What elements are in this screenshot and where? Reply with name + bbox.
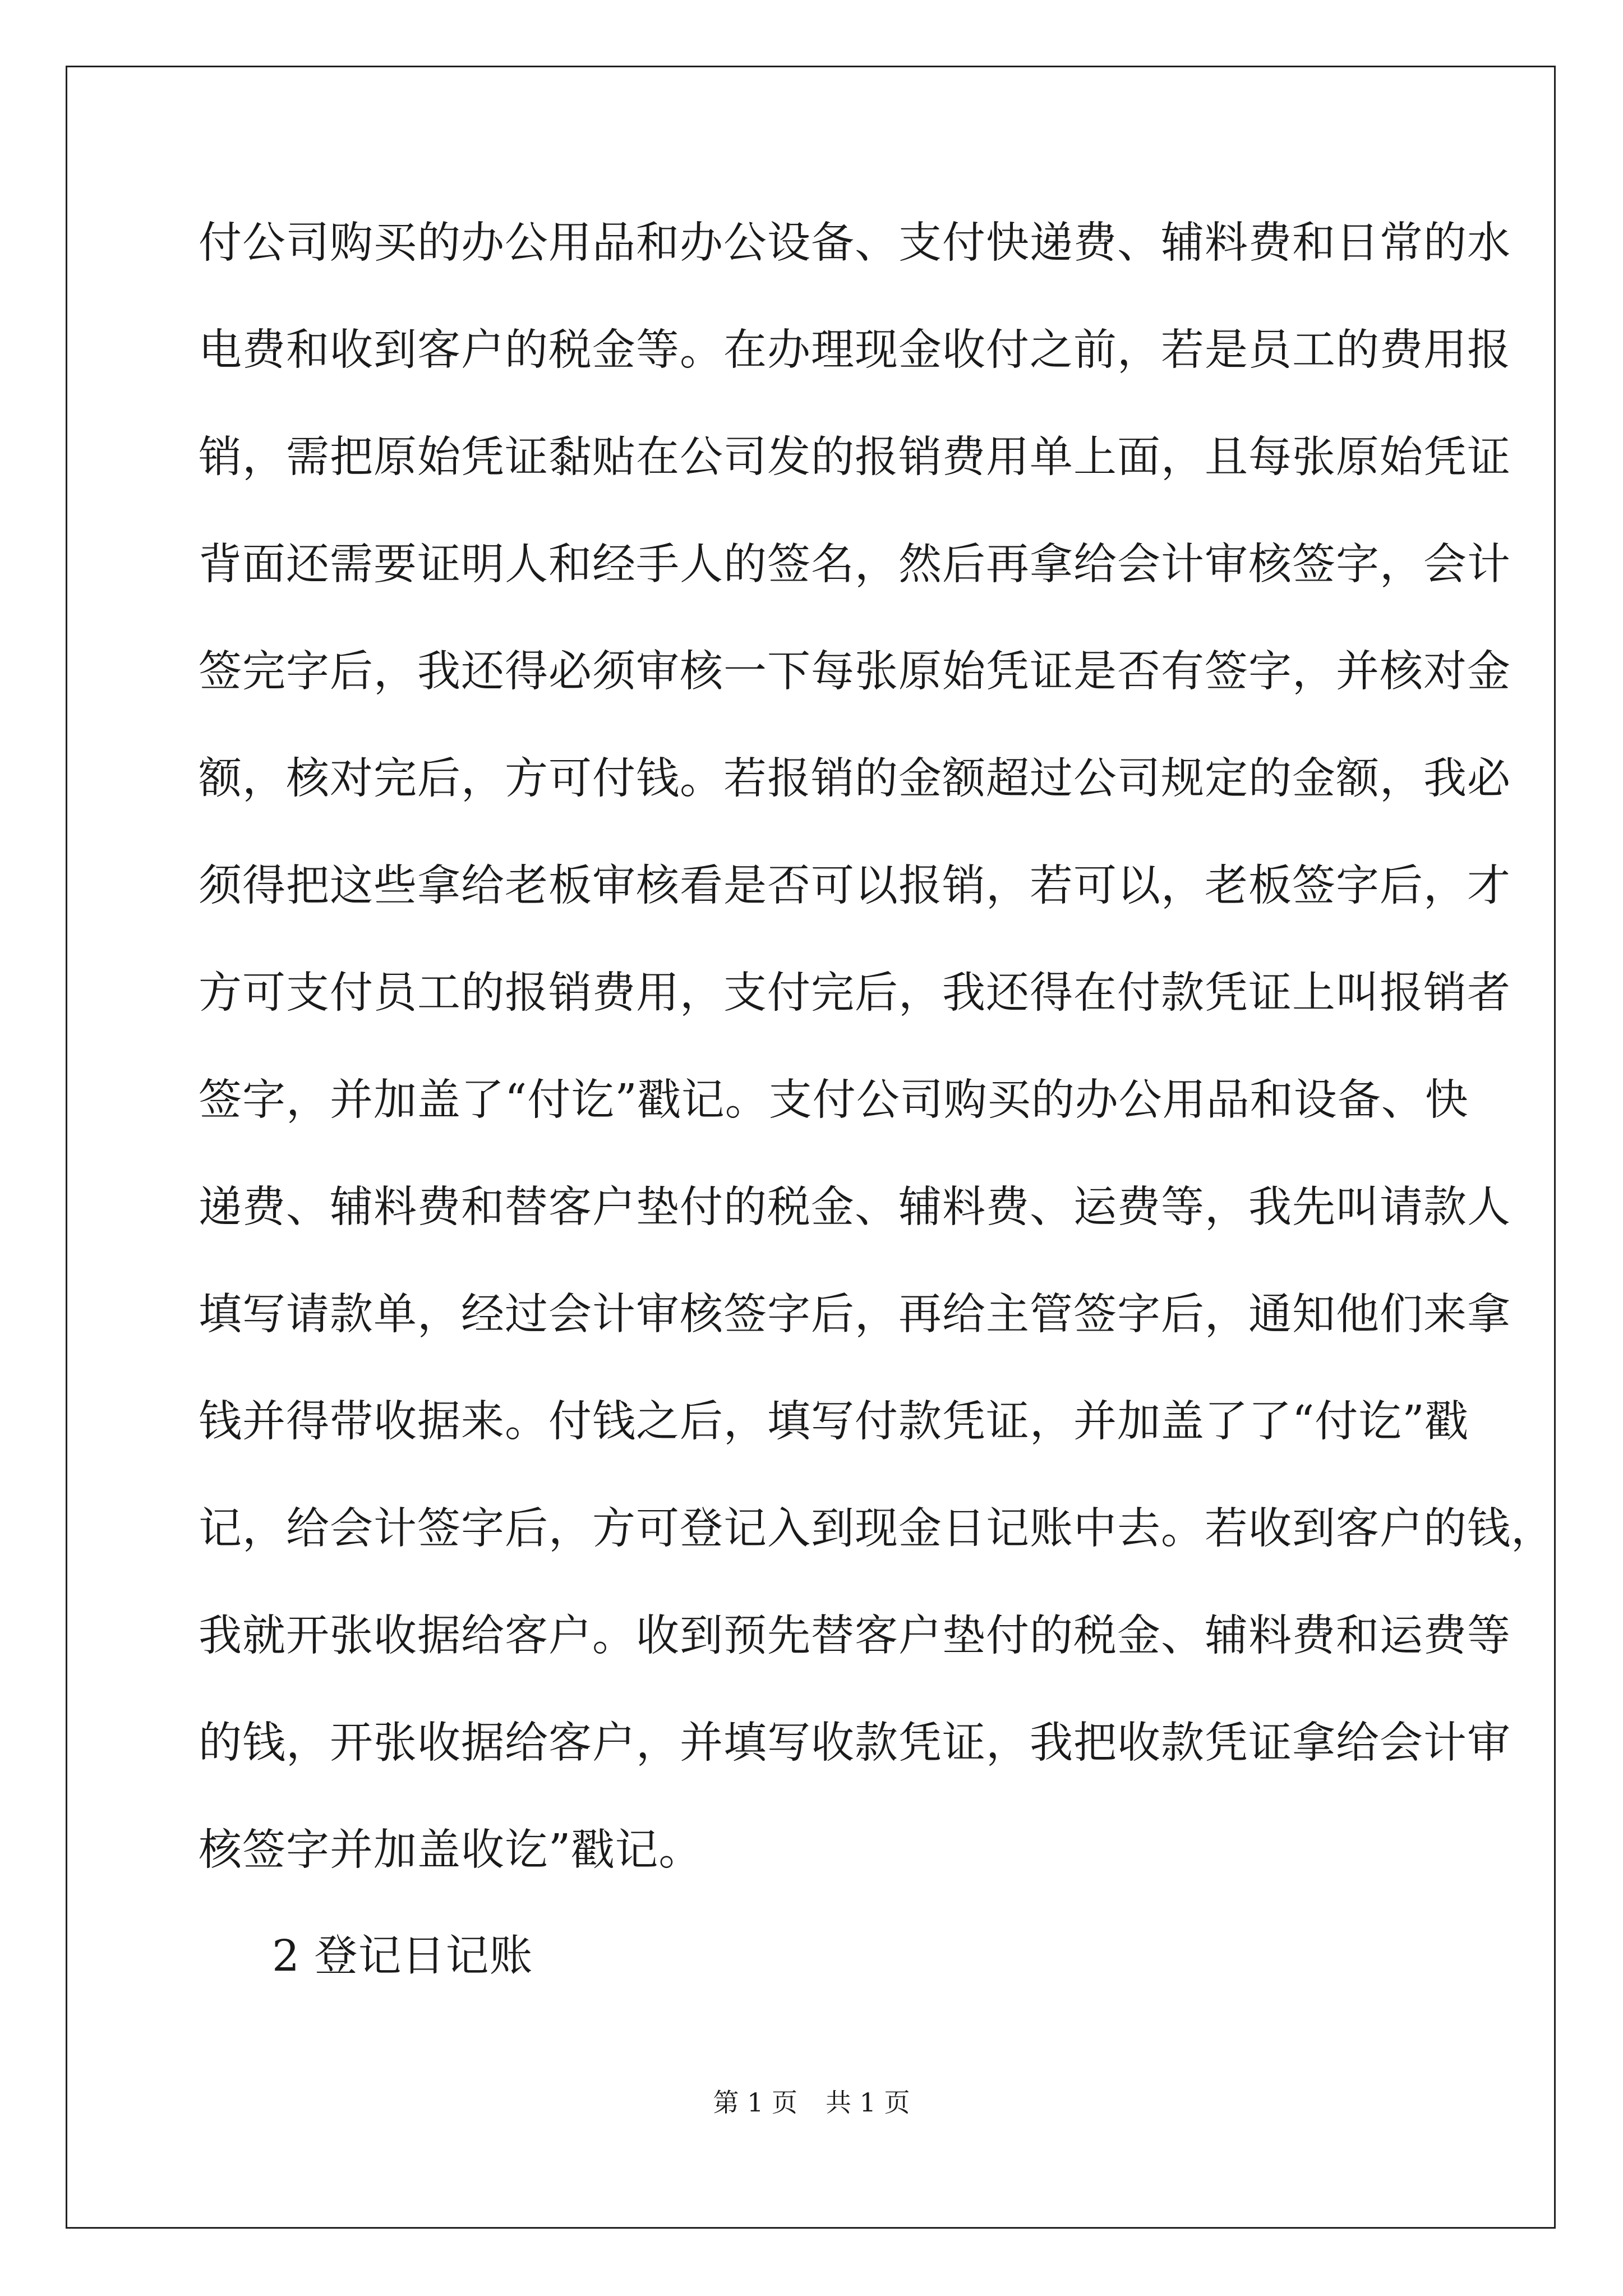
paragraph-line: 核签字并加盖收讫”戳记。 [199,1825,703,1875]
paragraph-line: 背面还需要证明人和经手人的签名，然后再拿给会计审核签字，会计 [199,540,1511,590]
paragraph-line: 须得把这些拿给老板审核看是否可以报销，若可以，老板签字后，才 [199,861,1511,911]
paragraph-line: 我就开张收据给客户。收到预先替客户垫付的税金、辅料费和运费等 [199,1611,1511,1661]
paragraph-line: 方可支付员工的报销费用，支付完后，我还得在付款凭证上叫报销者 [199,968,1511,1018]
paragraph-line: 销，需把原始凭证黏贴在公司发的报销费用单上面，且每张原始凭证 [199,432,1511,482]
paragraph-line: 额，核对完后，方可付钱。若报销的金额超过公司规定的金额，我必 [199,754,1511,804]
body-paragraph [199,210,1555,1924]
page-number-total: 共 1 页 [826,2087,910,2118]
paragraph-line: 电费和收到客户的税金等。在办理现金收付之前，若是员工的费用报 [199,325,1511,375]
paragraph-line: 的钱，开张收据给客户，并填写收款凭证，我把收款凭证拿给会计审 [199,1718,1511,1768]
paragraph-line: 记，给会计签字后，方可登记入到现金日记账中去。若收到客户的钱， [199,1504,1555,1554]
paragraph-line: 钱并得带收据来。付钱之后，填写付款凭证，并加盖了了“付讫”戳 [199,1397,1469,1447]
paragraph-line: 递费、辅料费和替客户垫付的税金、辅料费、运费等，我先叫请款人 [199,1182,1511,1232]
section-heading: 2 登记日记账 [272,1931,533,1981]
page-number-current: 第 1 页 [713,2087,797,2118]
paragraph-line: 付公司购买的办公用品和办公设备、支付快递费、辅料费和日常的水 [199,218,1511,268]
paragraph-line: 签完字后，我还得必须审核一下每张原始凭证是否有签字，并核对金 [199,647,1511,697]
paragraph-line: 签字，并加盖了“付讫”戳记。支付公司购买的办公用品和设备、快 [199,1075,1469,1125]
page-footer [0,2086,1623,2119]
paragraph-line: 填写请款单，经过会计审核签字后，再给主管签字后，通知他们来拿 [199,1290,1511,1340]
